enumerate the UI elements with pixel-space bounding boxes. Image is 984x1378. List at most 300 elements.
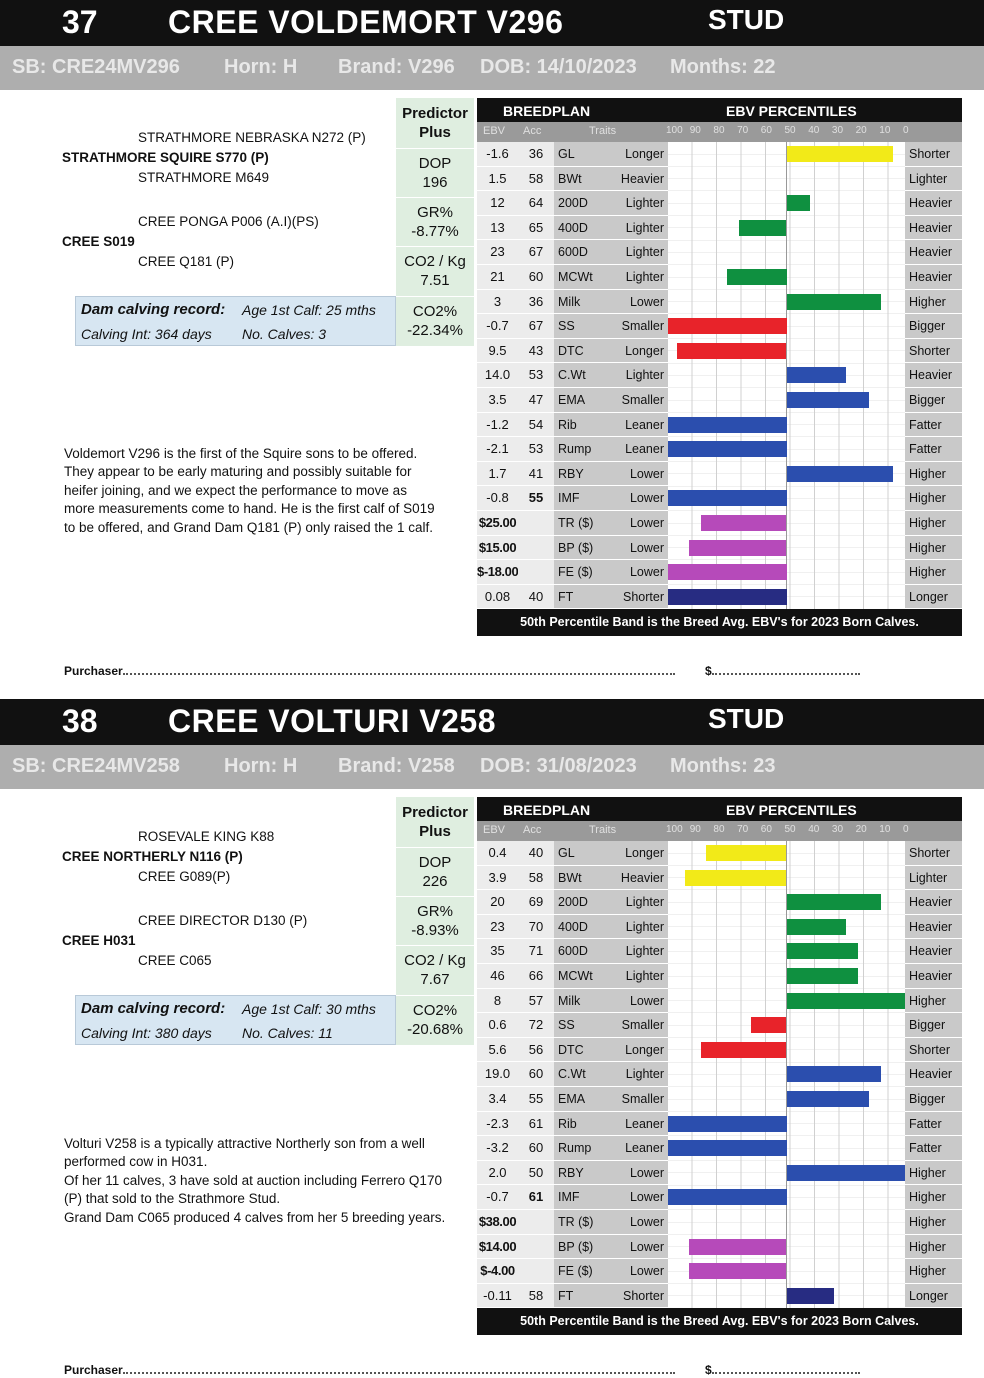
trait-high-direction: Heavier <box>905 915 962 940</box>
percentile-bar <box>689 1239 786 1255</box>
accuracy: 61 <box>518 1185 554 1210</box>
trait-high-direction: Higher <box>905 1161 962 1186</box>
trait-low-direction: Longer <box>612 142 668 167</box>
percentile-tick: 20 <box>855 824 867 835</box>
trait-high-direction: Higher <box>905 560 962 585</box>
percentile-plot <box>668 841 905 1308</box>
accuracy: 43 <box>518 339 554 364</box>
ebv-value: 3.5 <box>477 388 518 413</box>
trait-low-direction: Lower <box>612 1185 668 1210</box>
trait-low-direction: Leaner <box>612 413 668 438</box>
horn-status: Horn: H <box>224 755 298 777</box>
trait-low-direction: Smaller <box>612 1013 668 1038</box>
dam-calving-record <box>75 296 396 346</box>
horn-status: Horn: H <box>224 56 298 78</box>
ebv-value: 3 <box>477 290 518 315</box>
age-months: Months: 23 <box>670 755 776 777</box>
date-of-birth: DOB: 31/08/2023 <box>480 755 637 777</box>
description-line: performed cow in H031. <box>64 1154 208 1170</box>
percentile-tick: 30 <box>831 824 844 835</box>
ebv-value: 9.5 <box>477 339 518 364</box>
co2-pct-value: -22.34% <box>407 322 463 339</box>
percentile-tick: 30 <box>831 125 844 136</box>
percentile-tick: 70 <box>737 125 749 136</box>
ebv-value: 12 <box>477 191 518 216</box>
trait-high-direction: Longer <box>905 585 962 610</box>
sire-sire: ROSEVALE KING K88 <box>138 829 275 844</box>
percentile-tick: 20 <box>855 125 867 136</box>
trait-name: 200D <box>554 890 612 915</box>
trait-low-direction: Longer <box>612 339 668 364</box>
percentile-tick: 0 <box>903 125 909 136</box>
ebv-value: -2.1 <box>477 437 518 462</box>
trait-name: 600D <box>554 240 612 265</box>
percentile-bar <box>787 367 846 383</box>
percentile-bar <box>668 1116 787 1132</box>
accuracy: 67 <box>518 314 554 339</box>
percentile-bar <box>739 220 786 236</box>
trait-name: DTC <box>554 1038 612 1063</box>
description-line: Of her 11 calves, 3 have sold at auction including Ferrero Q170 <box>64 1172 442 1188</box>
trait-high-direction: Higher <box>905 1185 962 1210</box>
trait-high-direction: Bigger <box>905 388 962 413</box>
col-traits: Traits <box>589 824 617 836</box>
percentile-bar <box>727 269 786 285</box>
sb-number: SB: CRE24MV258 <box>12 755 180 777</box>
percentile-tick: 90 <box>689 125 701 136</box>
trait-name: C.Wt <box>554 363 612 388</box>
accuracy: 36 <box>518 142 554 167</box>
ebv-value: -3.2 <box>477 1136 518 1161</box>
trait-high-direction: Bigger <box>905 1087 962 1112</box>
col-ebv: EBV <box>483 824 506 836</box>
accuracy: 47 <box>518 388 554 413</box>
stud-tag: STUD <box>708 703 785 734</box>
ebv-value: 13 <box>477 216 518 241</box>
accuracy: 72 <box>518 1013 554 1038</box>
gr-label: GR% <box>417 204 453 221</box>
gr-value: -8.77% <box>411 223 459 240</box>
ebv-value: 35 <box>477 939 518 964</box>
ebv-value: $25.00 <box>477 511 518 536</box>
percentile-bar <box>668 1140 787 1156</box>
trait-low-direction: Leaner <box>612 1136 668 1161</box>
dollar-label: $ <box>705 664 712 678</box>
percentile-tick: 50 <box>784 125 796 136</box>
ebv-value: -1.2 <box>477 413 518 438</box>
ebv-value: 14.0 <box>477 363 518 388</box>
description-line: more measurements come to hand. He is the first calf of S019 <box>64 501 435 517</box>
percentile-bar <box>787 1066 882 1082</box>
animal-name: CREE VOLTURI V258 <box>168 703 496 739</box>
trait-high-direction: Longer <box>905 1284 962 1309</box>
accuracy: 55 <box>518 1087 554 1112</box>
trait-name: Rump <box>554 1136 612 1161</box>
purchaser-label: Purchaser <box>64 664 123 678</box>
trait-name: MCWt <box>554 964 612 989</box>
trait-high-direction: Bigger <box>905 314 962 339</box>
predictor-plus-panel <box>396 797 474 1045</box>
description-line: (P) that sold to the Strathmore Stud. <box>64 1191 281 1207</box>
lot-header <box>0 699 984 745</box>
trait-high-direction: Heavier <box>905 216 962 241</box>
percentile-tick: 10 <box>879 824 891 835</box>
trait-low-direction: Lighter <box>612 964 668 989</box>
dam-sire: CREE DIRECTOR D130 (P) <box>138 913 308 928</box>
accuracy <box>518 1235 554 1260</box>
description-line: Grand Dam C065 produced 4 calves from her 5 breeding years. <box>64 1209 446 1225</box>
trait-name: 400D <box>554 216 612 241</box>
accuracy: 61 <box>518 1112 554 1137</box>
percentile-tick: 100 <box>666 824 683 835</box>
dop-value: 226 <box>422 873 448 890</box>
trait-name: Milk <box>554 989 612 1014</box>
ebv-value: 19.0 <box>477 1062 518 1087</box>
percentile-bar <box>689 540 786 556</box>
sb-number: SB: CRE24MV296 <box>12 56 180 78</box>
percentile-bar <box>787 1165 906 1181</box>
trait-name: TR ($) <box>554 511 612 536</box>
trait-low-direction: Lower <box>612 462 668 487</box>
trait-high-direction: Heavier <box>905 191 962 216</box>
trait-name: FT <box>554 585 612 610</box>
gr-value: -8.93% <box>411 922 459 939</box>
lot-number: 38 <box>62 703 98 739</box>
column-headers <box>477 122 962 142</box>
accuracy: 58 <box>518 866 554 891</box>
predictor-plus-line2: Plus <box>419 823 451 840</box>
percentile-bar <box>668 490 787 506</box>
accuracy <box>518 511 554 536</box>
description-line: heifer joining, and we expect the performance to move as <box>64 482 407 498</box>
trait-high-direction: Shorter <box>905 142 962 167</box>
gr-cell <box>396 197 474 246</box>
dam: CREE H031 <box>62 933 136 948</box>
ebv-table-header <box>477 98 962 122</box>
trait-name: EMA <box>554 388 612 413</box>
accuracy: 60 <box>518 265 554 290</box>
trait-name: GL <box>554 142 612 167</box>
percentile-bar <box>787 466 894 482</box>
trait-low-direction: Lower <box>612 486 668 511</box>
trait-low-direction: Lower <box>612 989 668 1014</box>
ebv-value: 21 <box>477 265 518 290</box>
ebv-value: 46 <box>477 964 518 989</box>
percentile-tick: 60 <box>760 824 772 835</box>
ebv-percentiles-label: EBV PERCENTILES <box>726 103 857 119</box>
col-traits: Traits <box>589 125 617 137</box>
percentile-tick: 100 <box>666 125 683 136</box>
co2-pct-label: CO2% <box>412 1002 458 1019</box>
description <box>64 445 464 537</box>
col-ebv: EBV <box>483 125 506 137</box>
ebv-percentiles-label: EBV PERCENTILES <box>726 802 857 818</box>
co2-pct-value: -20.68% <box>407 1021 463 1038</box>
dop-value: 196 <box>422 174 448 191</box>
percentile-bar <box>787 993 906 1009</box>
ebv-value: -0.8 <box>477 486 518 511</box>
trait-high-direction: Fatter <box>905 437 962 462</box>
trait-high-direction: Fatter <box>905 413 962 438</box>
trait-name: BWt <box>554 167 612 192</box>
trait-low-direction: Lighter <box>612 939 668 964</box>
ebv-value: 0.08 <box>477 585 518 610</box>
trait-high-direction: Heavier <box>905 240 962 265</box>
trait-low-direction: Lower <box>612 560 668 585</box>
trait-low-direction: Lower <box>612 1259 668 1284</box>
trait-low-direction: Lighter <box>612 890 668 915</box>
ebv-value: 5.6 <box>477 1038 518 1063</box>
purchaser-line[interactable] <box>64 664 675 678</box>
percentile-bar <box>701 515 786 531</box>
dam-sire: CREE PONGA P006 (A.I)(PS) <box>138 214 319 229</box>
accuracy: 40 <box>518 841 554 866</box>
sire: STRATHMORE SQUIRE S770 (P) <box>62 150 269 165</box>
dop-label: DOP <box>418 854 452 871</box>
percentile-bar <box>751 1017 787 1033</box>
description-line: to be offered, and Grand Dam Q181 (P) only raised the 1 calf. <box>64 519 433 535</box>
accuracy: 58 <box>518 167 554 192</box>
ebv-value: 0.6 <box>477 1013 518 1038</box>
trait-low-direction: Smaller <box>612 314 668 339</box>
trait-low-direction: Lower <box>612 1235 668 1260</box>
accuracy: 71 <box>518 939 554 964</box>
trait-low-direction: Lower <box>612 290 668 315</box>
trait-name: RBY <box>554 1161 612 1186</box>
trait-high-direction: Higher <box>905 536 962 561</box>
trait-high-direction: Lighter <box>905 167 962 192</box>
breedplan-label: BREEDPLAN <box>503 103 591 119</box>
trait-low-direction: Longer <box>612 841 668 866</box>
price-line[interactable] <box>705 1363 860 1377</box>
trait-low-direction: Longer <box>612 1038 668 1063</box>
percentile-bar <box>706 845 787 861</box>
age-months: Months: 22 <box>670 56 776 78</box>
accuracy: 36 <box>518 290 554 315</box>
trait-low-direction: Shorter <box>612 1284 668 1309</box>
trait-name: TR ($) <box>554 1210 612 1235</box>
ebv-value: 1.5 <box>477 167 518 192</box>
co2-pct-cell <box>396 995 474 1045</box>
dop-cell <box>396 148 474 197</box>
trait-name: Rib <box>554 1112 612 1137</box>
accuracy: 53 <box>518 363 554 388</box>
percentile-tick: 10 <box>879 125 891 136</box>
co2-kg-cell <box>396 945 474 995</box>
trait-low-direction: Lower <box>612 1210 668 1235</box>
trait-name: EMA <box>554 1087 612 1112</box>
percentile-tick: 70 <box>737 824 749 835</box>
trait-name: FE ($) <box>554 560 612 585</box>
percentile-bar <box>677 343 786 359</box>
dam-record-title: Dam calving record: <box>81 301 226 318</box>
co2-pct-cell <box>396 296 474 346</box>
accuracy: 53 <box>518 437 554 462</box>
trait-high-direction: Higher <box>905 1210 962 1235</box>
trait-low-direction: Leaner <box>612 1112 668 1137</box>
trait-high-direction: Higher <box>905 511 962 536</box>
ebv-value: $-4.00 <box>477 1259 518 1284</box>
number-of-calves: No. Calves: 11 <box>242 1025 333 1041</box>
sire-sire: STRATHMORE NEBRASKA N272 (P) <box>138 130 366 145</box>
trait-high-direction: Heavier <box>905 363 962 388</box>
trait-high-direction: Higher <box>905 1235 962 1260</box>
accuracy <box>518 560 554 585</box>
ebv-table <box>477 797 962 1335</box>
trait-high-direction: Higher <box>905 989 962 1014</box>
sire-dam: CREE G089(P) <box>138 869 231 884</box>
trait-low-direction: Lower <box>612 536 668 561</box>
percentile-bar <box>787 968 858 984</box>
percentile-bar <box>668 564 787 580</box>
trait-name: IMF <box>554 1185 612 1210</box>
description-line: Volturi V258 is a typically attractive Northerly son from a well <box>64 1136 425 1151</box>
dam: CREE S019 <box>62 234 135 249</box>
trait-low-direction: Lower <box>612 511 668 536</box>
percentile-bar <box>685 870 787 886</box>
percentile-tick: 50 <box>784 824 796 835</box>
accuracy: 67 <box>518 240 554 265</box>
trait-low-direction: Lighter <box>612 915 668 940</box>
dam-dam: CREE C065 <box>138 953 212 968</box>
trait-name: DTC <box>554 339 612 364</box>
co2-kg-cell <box>396 246 474 296</box>
trait-high-direction: Higher <box>905 1259 962 1284</box>
age-first-calf: Age 1st Calf: 30 mths <box>242 1001 376 1017</box>
percentile-tick: 0 <box>903 824 909 835</box>
accuracy <box>518 536 554 561</box>
description-line: Voldemort V296 is the first of the Squire sons to be offered. <box>64 446 418 461</box>
percentile-tick: 40 <box>808 824 820 835</box>
lot-number: 37 <box>62 4 98 40</box>
accuracy: 69 <box>518 890 554 915</box>
identity-bar <box>0 46 984 90</box>
co2-pct-label: CO2% <box>412 303 458 320</box>
percentile-bar <box>787 919 846 935</box>
description-line: They appear to be early maturing and possibly suitable for <box>64 464 412 480</box>
trait-name: BWt <box>554 866 612 891</box>
trait-name: FT <box>554 1284 612 1309</box>
purchaser-line[interactable] <box>64 1363 675 1377</box>
lot-header <box>0 0 984 46</box>
trait-low-direction: Lighter <box>612 265 668 290</box>
calving-interval: Calving Int: 380 days <box>81 1025 212 1041</box>
accuracy: 50 <box>518 1161 554 1186</box>
trait-low-direction: Lighter <box>612 240 668 265</box>
trait-low-direction: Lighter <box>612 216 668 241</box>
number-of-calves: No. Calves: 3 <box>242 326 327 342</box>
trait-high-direction: Fatter <box>905 1136 962 1161</box>
trait-low-direction: Smaller <box>612 388 668 413</box>
accuracy: 70 <box>518 915 554 940</box>
trait-low-direction: Lighter <box>612 191 668 216</box>
trait-low-direction: Leaner <box>612 437 668 462</box>
ebv-value: 23 <box>477 915 518 940</box>
trait-name: MCWt <box>554 265 612 290</box>
trait-high-direction: Shorter <box>905 339 962 364</box>
accuracy: 60 <box>518 1062 554 1087</box>
dam-record-title: Dam calving record: <box>81 1000 226 1017</box>
ebv-value: $15.00 <box>477 536 518 561</box>
trait-name: Rump <box>554 437 612 462</box>
accuracy: 56 <box>518 1038 554 1063</box>
accuracy: 66 <box>518 964 554 989</box>
accuracy: 54 <box>518 413 554 438</box>
ebv-value: -0.7 <box>477 1185 518 1210</box>
gr-cell <box>396 896 474 945</box>
animal-name: CREE VOLDEMORT V296 <box>168 4 564 40</box>
percentile-plot <box>668 142 905 609</box>
calving-interval: Calving Int: 364 days <box>81 326 212 342</box>
dop-cell <box>396 847 474 896</box>
accuracy: 40 <box>518 585 554 610</box>
percentile-tick: 40 <box>808 125 820 136</box>
percentile-bar <box>787 294 882 310</box>
percentile-bar <box>689 1263 786 1279</box>
percentile-bar <box>787 1288 834 1304</box>
ebv-table-header <box>477 797 962 821</box>
trait-name: Rib <box>554 413 612 438</box>
trait-name: RBY <box>554 462 612 487</box>
trait-high-direction: Heavier <box>905 265 962 290</box>
trait-low-direction: Smaller <box>612 1087 668 1112</box>
predictor-plus-line1: Predictor <box>402 804 468 821</box>
trait-high-direction: Higher <box>905 290 962 315</box>
ebv-value: 2.0 <box>477 1161 518 1186</box>
trait-low-direction: Heavier <box>612 167 668 192</box>
percentile-bar <box>668 441 787 457</box>
co2-kg-label: CO2 / Kg <box>404 253 466 270</box>
trait-low-direction: Lighter <box>612 363 668 388</box>
ebv-value: $38.00 <box>477 1210 518 1235</box>
trait-low-direction: Lower <box>612 1161 668 1186</box>
ebv-value: -0.7 <box>477 314 518 339</box>
trait-high-direction: Heavier <box>905 1062 962 1087</box>
trait-name: 200D <box>554 191 612 216</box>
accuracy <box>518 1259 554 1284</box>
trait-name: C.Wt <box>554 1062 612 1087</box>
trait-high-direction: Lighter <box>905 866 962 891</box>
ebv-value: 3.4 <box>477 1087 518 1112</box>
ebv-value: -1.6 <box>477 142 518 167</box>
percentile-tick: 80 <box>713 125 725 136</box>
sire-dam: STRATHMORE M649 <box>138 170 270 185</box>
percentile-bar <box>787 392 870 408</box>
price-line[interactable] <box>705 664 860 678</box>
dollar-label: $ <box>705 1363 712 1377</box>
predictor-plus-title <box>396 803 474 841</box>
breedplan-label: BREEDPLAN <box>503 802 591 818</box>
percentile-bar <box>787 195 811 211</box>
trait-name: SS <box>554 1013 612 1038</box>
accuracy: 58 <box>518 1284 554 1309</box>
accuracy: 64 <box>518 191 554 216</box>
trait-high-direction: Shorter <box>905 1038 962 1063</box>
ebv-value: $-18.00 <box>477 560 518 585</box>
percentile-tick: 60 <box>760 125 772 136</box>
trait-name: Milk <box>554 290 612 315</box>
col-acc: Acc <box>523 125 542 137</box>
brand: Brand: V296 <box>338 56 455 78</box>
percentile-bar <box>668 589 787 605</box>
ebv-value: 8 <box>477 989 518 1014</box>
percentile-bar <box>668 1189 787 1205</box>
ebv-value: 1.7 <box>477 462 518 487</box>
trait-name: GL <box>554 841 612 866</box>
identity-bar <box>0 745 984 789</box>
percentile-bar <box>701 1042 786 1058</box>
accuracy: 41 <box>518 462 554 487</box>
